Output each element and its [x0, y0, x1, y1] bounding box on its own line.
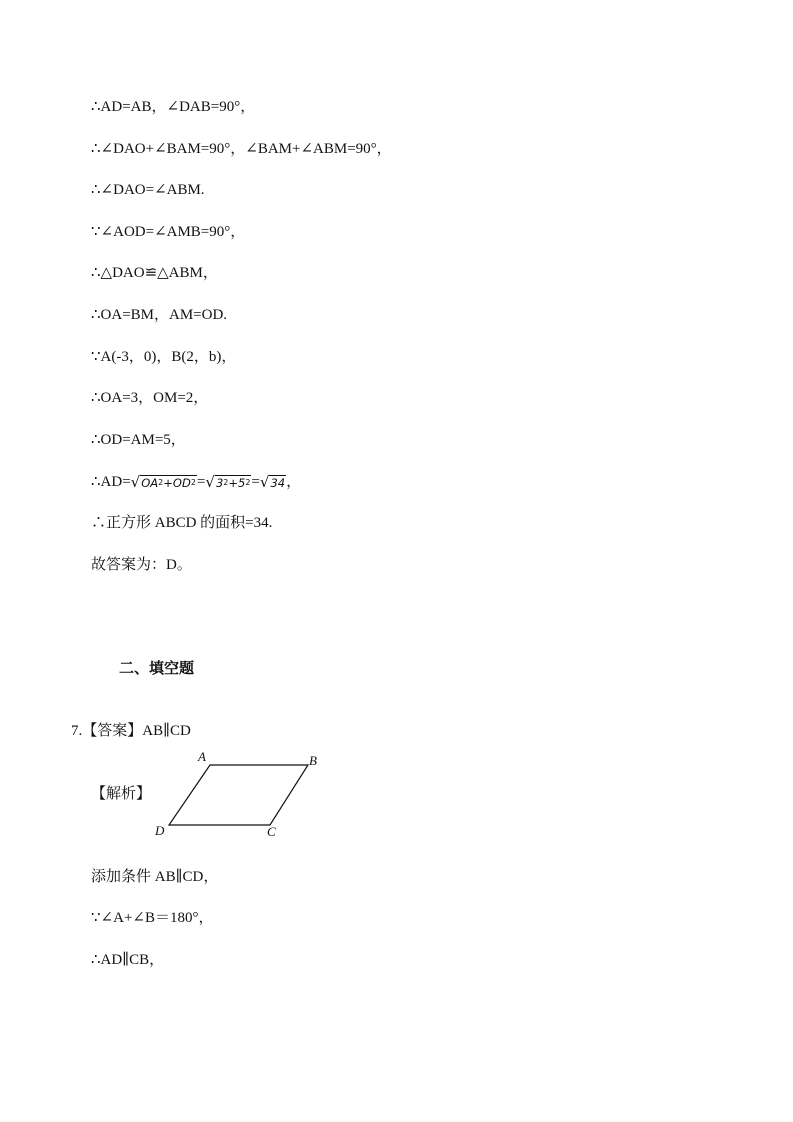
vertex-label-d: D: [155, 823, 165, 838]
q7-line-1: 添加条件 AB∥CD，: [91, 869, 219, 885]
vertex-label-a: A: [198, 749, 206, 764]
exponent: 2: [245, 478, 251, 488]
sqrt-oa-od: [131, 473, 197, 491]
radical-sign: √: [205, 473, 215, 492]
answer-line: 故答案为：D。: [91, 557, 192, 573]
ad-prefix: ∴AD=: [91, 473, 131, 490]
vertex-label-c: C: [267, 824, 276, 839]
exponent: 2: [158, 478, 164, 488]
question-7-answer: 7.【答案】AB∥CD: [71, 723, 191, 739]
q7-line-3: ∴AD∥CB，: [91, 952, 165, 968]
section-title: 二、填空题: [119, 659, 195, 677]
solution-line-4: ∵∠AOD=∠AMB=90°，: [91, 224, 246, 240]
solution-line-1: ∴AD=AB，∠DAB=90°，: [91, 99, 256, 115]
radical-sign: √: [130, 473, 141, 492]
radicand-oa: OA: [141, 476, 159, 491]
solution-line-3: ∴∠DAO=∠ABM.: [91, 182, 205, 198]
equals-1: =: [196, 473, 206, 490]
radicand-3: 3: [215, 476, 224, 491]
solution-line-5: ∴△DAO≌△ABM，: [91, 265, 218, 281]
solution-line-7: ∵A(-3，0)，B(2，b)，: [91, 349, 237, 365]
ad-formula-line: [91, 472, 301, 491]
exponent: 2: [190, 478, 196, 488]
radicand-5: 5: [238, 476, 246, 491]
solution-line-6: ∴OA=BM，AM=OD.: [91, 307, 228, 323]
parallelogram-shape: [169, 765, 308, 825]
equals-2: =: [251, 473, 260, 490]
plus: +: [228, 476, 238, 491]
radicand-34: 34: [270, 476, 286, 491]
ad-suffix: ，: [286, 473, 302, 490]
plus: +: [163, 476, 173, 491]
radicand-od: OD: [172, 476, 191, 491]
solution-line-2: ∴∠DAO+∠BAM=90°，∠BAM+∠ABM=90°，: [91, 141, 392, 157]
sqrt-3-5: [205, 473, 251, 491]
q7-line-2: ∵∠A+∠B＝180°，: [91, 910, 214, 926]
vertex-label-b: B: [309, 753, 317, 768]
exponent: 2: [223, 478, 229, 488]
solution-line-8: ∴OA=3，OM=2，: [91, 390, 209, 406]
parallelogram-figure: [150, 748, 330, 843]
solution-line-9: ∴OD=AM=5，: [91, 432, 186, 448]
jiexi-label: 【解析】: [91, 786, 152, 802]
area-line: ∴正方形 ABCD 的面积=34.: [91, 515, 273, 531]
sqrt-34: [260, 473, 286, 491]
radical-sign: √: [259, 473, 270, 492]
